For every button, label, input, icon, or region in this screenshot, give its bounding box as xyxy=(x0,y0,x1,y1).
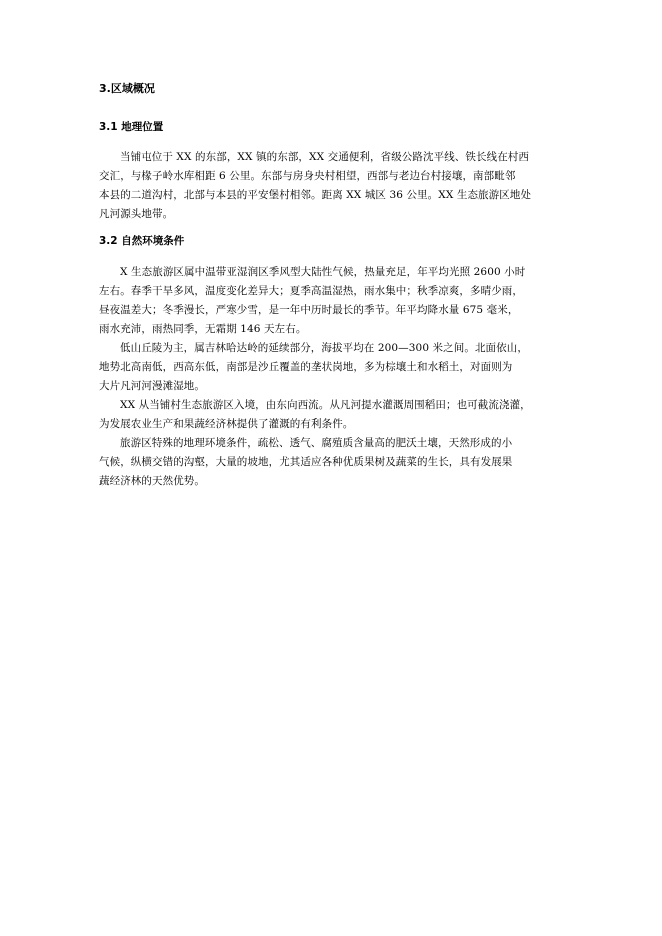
text-line: 昼夜温差大；冬季漫长，严寒少雪，是一年中历时最长的季节。年平均降水量 675 毫米， xyxy=(99,304,519,316)
text-line: 蔬经济林的天然优势。 xyxy=(99,475,205,487)
text-line: X 生态旅游区属中温带亚湿润区季风型大陆性气候，热量充足，年平均光照 2600 小时 xyxy=(120,266,526,278)
text-line: 地势北高南低，西高东低，南部是沙丘覆盖的垄状岗地，多为棕壤土和水稻土，对面则为 xyxy=(99,361,513,373)
paragraph-environment xyxy=(99,263,569,491)
text-line: 气候，纵横交错的沟壑，大量的坡地，尤其适应各种优质果树及蔬菜的生长，具有发展果 xyxy=(99,456,513,468)
text-line: 为发展农业生产和果蔬经济林提供了灌溉的有利条件。 xyxy=(99,418,354,430)
text-line: 大片凡河河漫滩湿地。 xyxy=(99,380,205,392)
text-line: 交汇，与椽子岭水库相距 6 公里。东部与房身央村相望，西部与老边台村接壤，南部毗邻 xyxy=(99,170,516,182)
text-line: 雨水充沛，雨热同季，无霜期 146 天左右。 xyxy=(99,323,307,335)
subsection-heading-location: 3.1 地理位置 xyxy=(99,121,164,133)
text-line: 本县的二道沟村，北部与本县的平安堡村相邻。距离 XX 城区 36 公里。XX 生态旅游区地处 xyxy=(99,189,532,201)
section-title: 3.区域概况 xyxy=(99,82,155,95)
text-line: 低山丘陵为主，属吉林哈达岭的延续部分，海拔平均在 200—300 米之间。北面依山， xyxy=(120,342,528,354)
paragraph-location xyxy=(99,148,569,224)
text-line: 左右。春季干旱多风，温度变化差异大；夏季高温湿热，雨水集中；秋季凉爽，多晴少雨， xyxy=(99,285,523,297)
text-line: 凡河源头地带。 xyxy=(99,208,174,220)
subsection-heading-environment: 3.2 自然环境条件 xyxy=(99,235,185,247)
text-line: 旅游区特殊的地理环境条件，疏松、透气、腐殖质含量高的肥沃土壤，天然形成的小 xyxy=(120,437,513,449)
text-line: XX 从当铺村生态旅游区入境，由东向西流。从凡河提水灌溉周围稻田；也可截流浇灌， xyxy=(120,399,531,411)
text-line: 当铺屯位于 XX 的东部，XX 镇的东部，XX 交通便利，省级公路沈平线、铁长线在村西 xyxy=(120,151,529,163)
